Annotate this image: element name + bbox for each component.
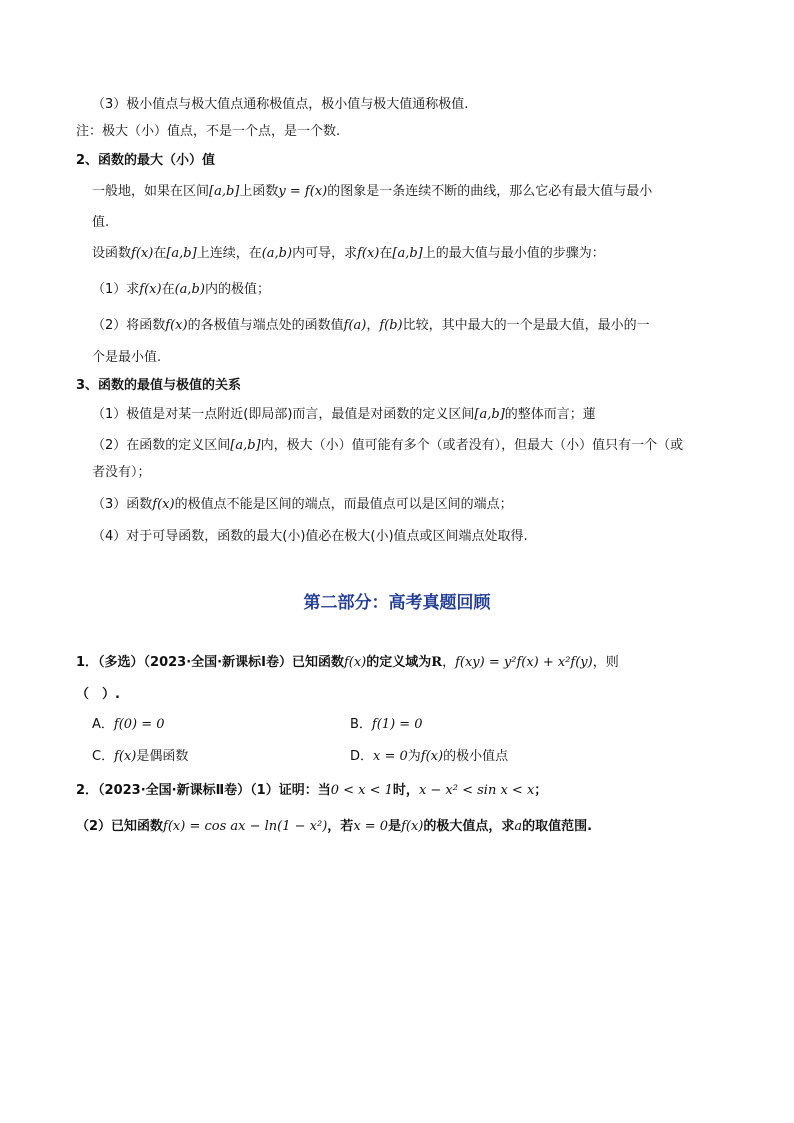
line-definition-2 <box>92 213 109 233</box>
text: （3）极小值点与极大值点通称极值点，极小值与极大值通称极值. <box>92 97 469 112</box>
text: 的图象是一条连续不断的曲线，那么它必有最大值与最小 <box>327 184 653 199</box>
math: x = 0 <box>373 749 408 764</box>
text: （ ）. <box>76 687 120 702</box>
text: 者没有）； <box>92 465 151 480</box>
math: a <box>514 819 523 834</box>
math: [a,b] <box>209 184 240 199</box>
math: x − x² < sin x < x <box>418 783 535 798</box>
question-2-part-2 <box>76 817 592 837</box>
math: f(1) = 0 <box>371 717 423 732</box>
text: 比较，其中最大的一个是最大值，最小的一 <box>402 318 650 333</box>
text: ， <box>366 318 380 333</box>
line-step-1 <box>92 280 270 300</box>
text: 值. <box>92 215 110 230</box>
question-2-part-1 <box>76 781 547 801</box>
line-definition-1 <box>92 182 652 202</box>
math: f(xy) = y²f(x) + x²f(y) <box>455 655 593 670</box>
line-step-2-cont <box>92 348 161 368</box>
text: ； <box>534 783 548 798</box>
math: R <box>431 655 443 670</box>
math: [a,b] <box>230 438 261 453</box>
math: f(x) <box>139 282 162 297</box>
line-relation-1 <box>92 405 596 425</box>
text: （4）对于可导函数，函数的最大(小)值必在极大(小)值点或区间端点处取得. <box>92 529 528 544</box>
line-note <box>76 122 340 142</box>
text: 的极大值点，求 <box>423 819 515 834</box>
text: 的整体而言；蓮 <box>504 407 596 422</box>
text: 上连续，在 <box>196 246 262 261</box>
math: [a,b] <box>392 246 423 261</box>
option-c <box>92 747 188 767</box>
text: 在 <box>161 282 175 297</box>
text: 在 <box>379 246 393 261</box>
question-1-stem <box>76 653 619 673</box>
text: 一般地，如果在区间 <box>92 184 210 199</box>
text: （1）求 <box>92 282 140 297</box>
math: f(0) = 0 <box>113 717 165 732</box>
math: y = f(x) <box>278 184 328 199</box>
text: 为 <box>407 749 421 764</box>
math: f(x) <box>165 318 188 333</box>
math: f(x) <box>114 749 137 764</box>
text: 设函数 <box>92 246 132 261</box>
text: 3、函数的最值与极值的关系 <box>76 378 242 393</box>
line-relation-2 <box>92 436 683 456</box>
text: （2）将函数 <box>92 318 166 333</box>
math: [a,b] <box>474 407 505 422</box>
math: f(x) <box>152 497 175 512</box>
question-1-stem-cont <box>76 685 120 705</box>
text: 上函数 <box>239 184 279 199</box>
option-label: A． <box>92 717 114 732</box>
math: (a,b) <box>261 246 293 261</box>
heading-relation <box>76 376 241 396</box>
text: 上的最大值与最小值的步骤为： <box>422 246 605 261</box>
line-relation-3 <box>92 495 513 515</box>
text: 是 <box>388 819 402 834</box>
text: 的极小值点 <box>443 749 509 764</box>
math: [a,b] <box>166 246 197 261</box>
math: (a,b) <box>174 282 205 297</box>
text: 内可导，求 <box>292 246 358 261</box>
text: 内，极大（小）值可能有多个（或者没有），但最大（小）值只有一个（或 <box>260 438 684 453</box>
text: ， <box>442 655 456 670</box>
heading-max-min-value <box>76 151 215 171</box>
text: 注：极大（小）值点，不是一个点，是一个数. <box>76 124 341 139</box>
text: （2）已知函数 <box>76 819 164 834</box>
math: f(x) <box>401 819 424 834</box>
option-d <box>350 747 508 767</box>
option-b <box>350 715 423 735</box>
line-steps-intro <box>92 244 605 264</box>
text: （1）极值是对某一点附近(即局部)而言，最值是对函数的定义区间 <box>92 407 475 422</box>
math: f(x) = cos ax − ln(1 − x²) <box>163 819 328 834</box>
text: 是偶函数 <box>136 749 189 764</box>
math: 0 < x < 1 <box>330 783 393 798</box>
math: f(x) <box>357 246 380 261</box>
line-extremum-point-note-3 <box>92 95 468 115</box>
text: ，则 <box>592 655 619 670</box>
section-title: 第二部分：高考真题回顾 <box>303 593 491 613</box>
math: f(x) <box>343 655 367 670</box>
text: （3）函数 <box>92 497 153 512</box>
text: 1．（多选）（2023·全国·新课标Ⅰ卷）已知函数 <box>76 655 344 670</box>
text: 的定义域为 <box>366 655 432 670</box>
math: f(x) <box>420 749 444 764</box>
line-step-2 <box>92 316 650 336</box>
math: f(x) <box>131 246 154 261</box>
text: 在 <box>153 246 167 261</box>
math: x = 0 <box>353 819 389 834</box>
text: ，若 <box>327 819 354 834</box>
line-relation-2-cont <box>92 463 151 483</box>
text: （2）在函数的定义区间 <box>92 438 231 453</box>
line-relation-4 <box>92 527 528 547</box>
math: f(a) <box>343 318 367 333</box>
text: 2、函数的最大（小）值 <box>76 153 216 168</box>
text: 内的极值； <box>204 282 270 297</box>
text: 时， <box>392 783 419 798</box>
option-label: B． <box>350 717 372 732</box>
math: f(b) <box>379 318 403 333</box>
text: 的极值点不能是区间的端点，而最值点可以是区间的端点； <box>174 497 513 512</box>
text: 的各极值与端点处的函数值 <box>187 318 344 333</box>
option-label: D． <box>350 749 374 764</box>
text: 个是最小值. <box>92 350 162 365</box>
text: 2．（2023·全国·新课标Ⅱ卷）（1）证明：当 <box>76 783 331 798</box>
text: 的取值范围. <box>522 819 593 834</box>
option-label: C． <box>92 749 115 764</box>
option-a <box>92 715 165 735</box>
